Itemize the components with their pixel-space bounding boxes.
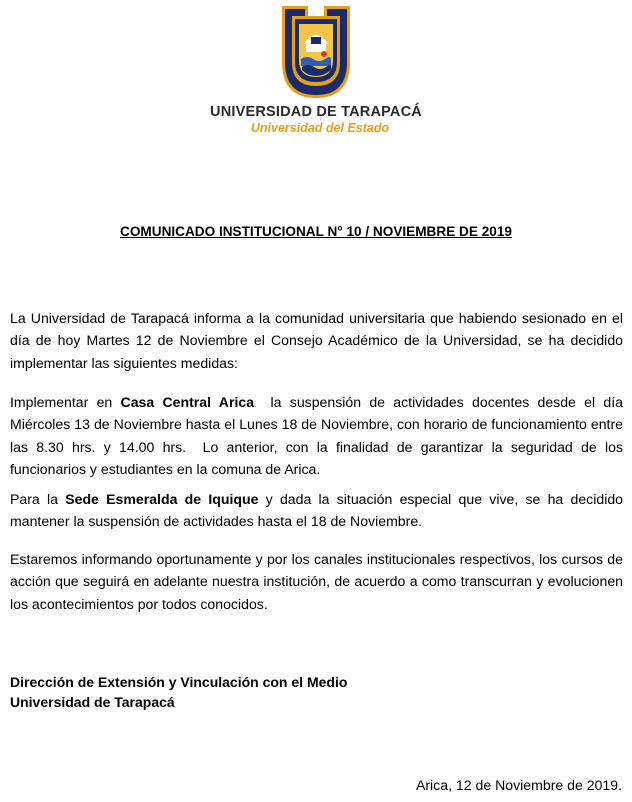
document-title: COMUNICADO INSTITUCIONAL N° 10 / NOVIEMBRE DE 2019 xyxy=(120,224,512,239)
paragraph-closing: Estaremos informando oportunamente y por los canales institucionales respectivos, los cursos de acción que seguirá en adelante nuestra institución, de acuerdo a como transcurran y evolucionen los acontecimientos por todos conocidos. xyxy=(10,551,623,612)
paragraph-iquique-body: y dada la situación especial que vive, se ha decidido mantener la suspensión de actividades hasta el 18 de Noviembre. xyxy=(10,491,623,530)
university-name: UNIVERSIDAD DE TARAPACÁ xyxy=(210,104,422,120)
letterhead xyxy=(0,0,632,140)
paragraph-arica-body: la suspensión de actividades docentes desde el día Miércoles 13 de Noviembre hasta el Lunes 18 de Noviembre, con horario de funcionamiento entre las 8.30 hrs. y 14.00 hrs. Lo anterior, con la finalidad de garantizar la seguridad de los funcionarios y estudiantes en la comuna de Arica. xyxy=(10,394,627,478)
campus-arica: Casa Central Arica xyxy=(120,394,255,410)
paragraph-arica xyxy=(10,391,627,481)
signature-university: Universidad de Tarapacá xyxy=(10,694,175,710)
paragraph-iquique-prefix: Para la xyxy=(10,491,66,507)
signature-department: Dirección de Extensión y Vinculación con el Medio xyxy=(10,674,348,690)
paragraph-iquique xyxy=(10,488,623,533)
document-date: Arica, 12 de Noviembre de 2019. xyxy=(415,777,622,793)
campus-iquique: Sede Esmeralda de Iquique xyxy=(65,491,259,507)
paragraph-arica-prefix: Implementar en xyxy=(10,394,121,410)
paragraph-intro: La Universidad de Tarapacá informa a la comunidad universitaria que habiendo sesionado en el día de hoy Martes 12 de Noviembre el Consejo Académico de la Universidad, se ha decidido implementar las siguientes medidas: xyxy=(10,310,623,371)
university-crest-icon xyxy=(280,4,352,100)
signature-block xyxy=(10,672,347,712)
university-tagline: Universidad del Estado xyxy=(250,121,390,135)
